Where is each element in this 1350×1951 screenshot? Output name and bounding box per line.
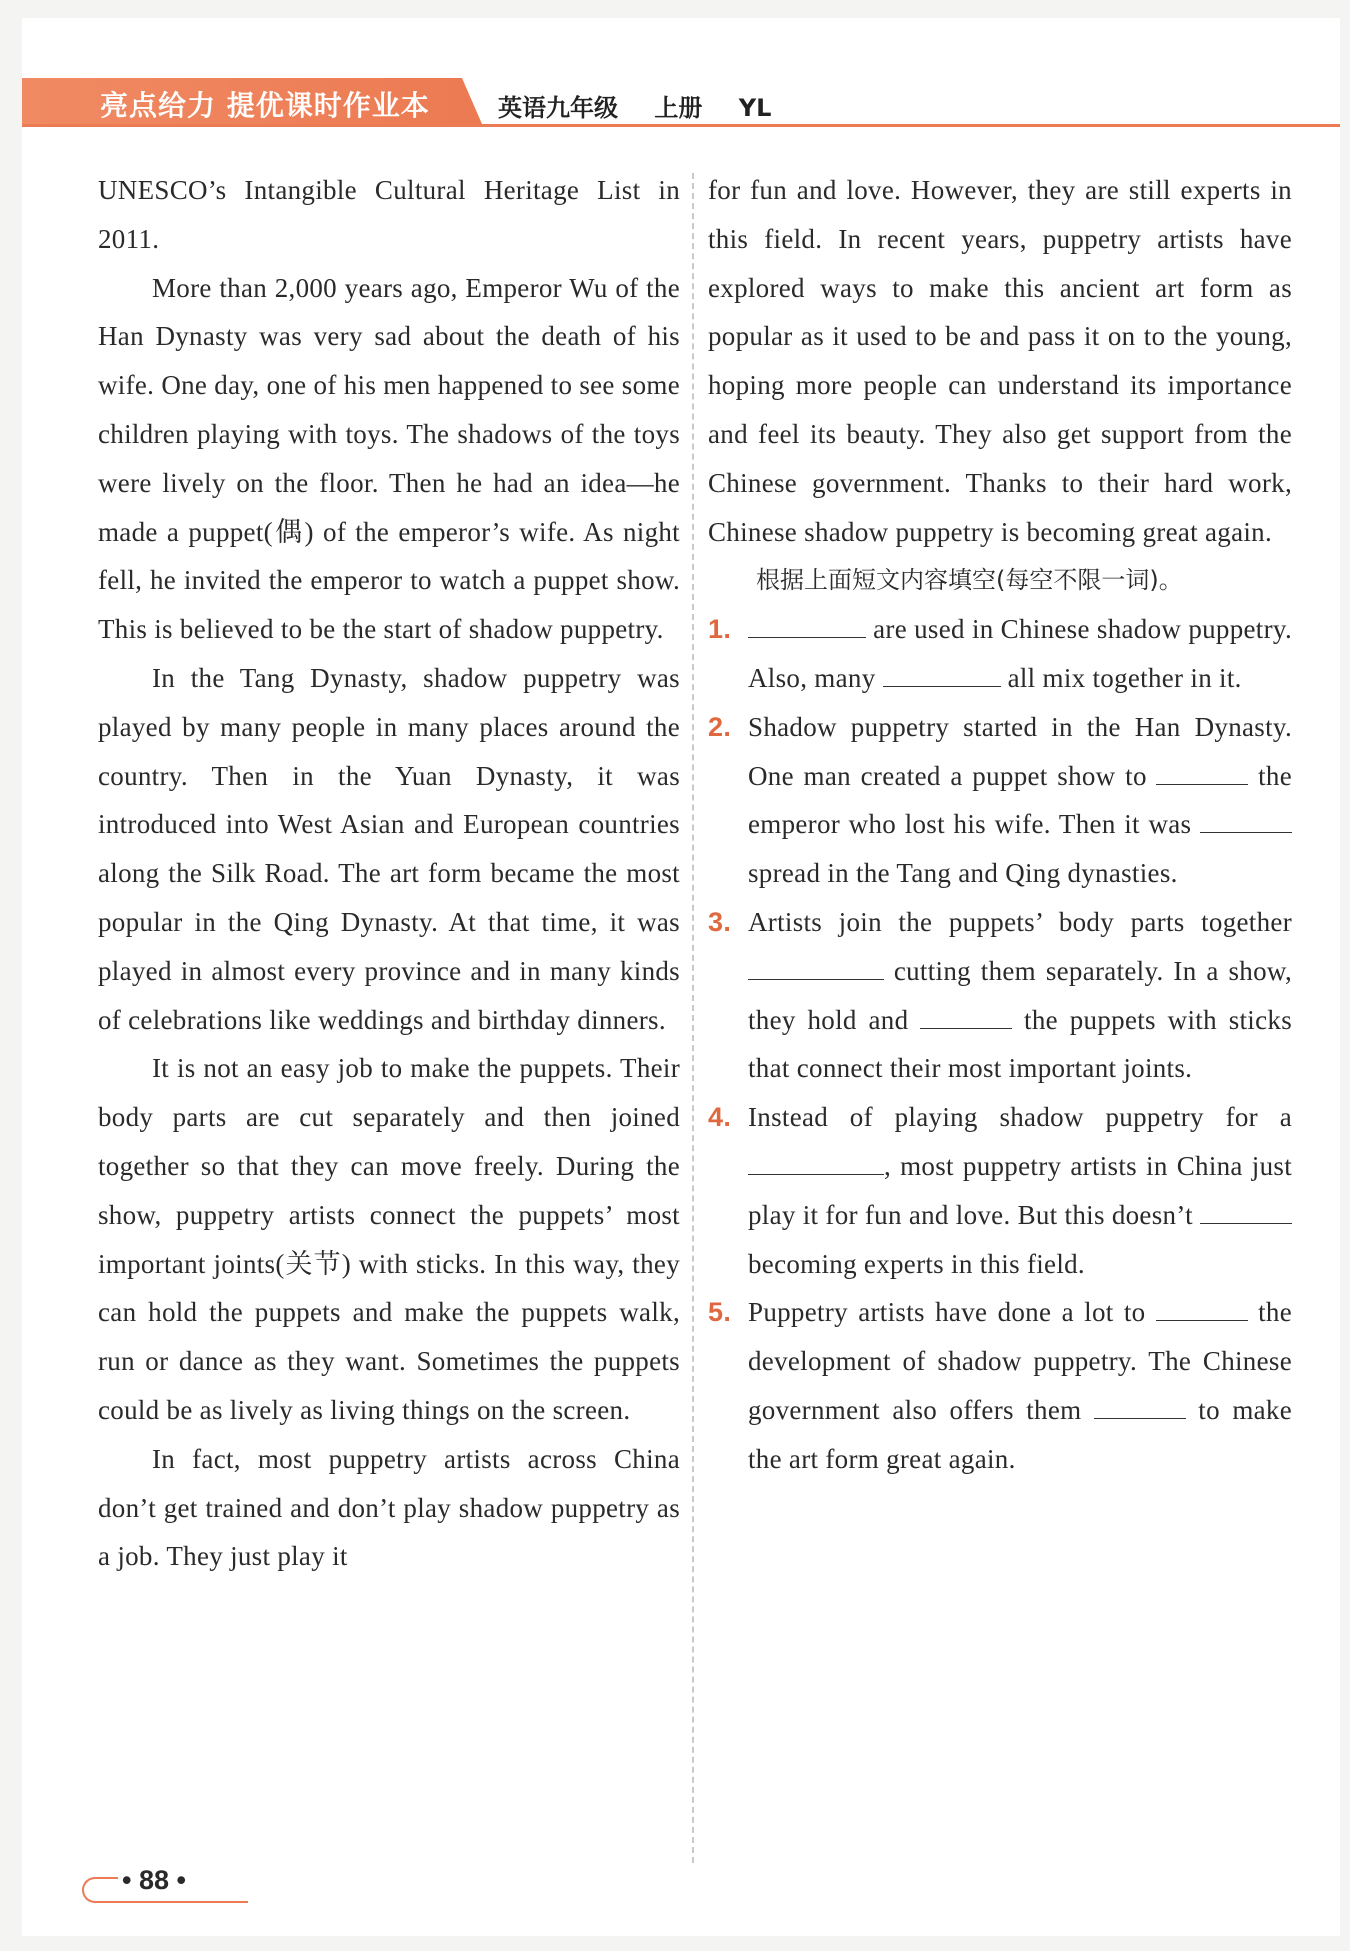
right-column <box>708 166 1292 1484</box>
page-footer <box>82 1863 262 1913</box>
header-meta <box>498 88 799 123</box>
footer-underline <box>98 1901 248 1903</box>
question-text: , most puppetry artists in China just play it for fun and love. But this doesn’t <box>748 1150 1292 1230</box>
question-text: the puppets with sticks that connect their most important joints. <box>748 1004 1292 1084</box>
paragraph: In fact, most puppetry artists across China don’t get trained and don’t play shadow puppetry as a job. They just play it <box>98 1443 680 1572</box>
answer-blank[interactable] <box>748 607 866 638</box>
answer-blank[interactable] <box>920 998 1012 1029</box>
workbook-page <box>22 18 1340 1936</box>
question-number: 5. <box>708 1297 732 1328</box>
answer-blank[interactable] <box>1200 802 1292 833</box>
volume-label: 上册 <box>654 94 703 122</box>
header-rule <box>22 124 1340 127</box>
question-text: are used in Chinese shadow puppetry. Also, many <box>748 614 1292 693</box>
question-text: Shadow puppetry started in the Han Dynasty. One man created a puppet show to <box>748 711 1292 791</box>
answer-blank[interactable] <box>1094 1388 1186 1419</box>
answer-blank[interactable] <box>1200 1193 1292 1224</box>
column-divider <box>692 173 694 1863</box>
question-text: Puppetry artists have done a lot to <box>748 1297 1156 1328</box>
exercise-instruction: 根据上面短文内容填空(每空不限一词)。 <box>756 566 1183 595</box>
question-5 <box>708 1288 1292 1483</box>
subject-label: 英语九年级 <box>498 94 618 122</box>
question-text: Instead of playing shadow puppetry for a <box>748 1102 1292 1133</box>
question-text: cutting them separately. In a show, they hold and <box>748 955 1292 1035</box>
question-1 <box>708 605 1292 703</box>
question-number: 3. <box>708 906 732 937</box>
page-header <box>22 78 1340 146</box>
question-number: 4. <box>708 1102 732 1133</box>
answer-blank[interactable] <box>748 949 884 980</box>
question-text: becoming experts in this field. <box>748 1248 1085 1279</box>
question-3 <box>708 898 1292 1093</box>
answer-blank[interactable] <box>1156 1290 1248 1321</box>
series-title: 亮点给力 提优课时作业本 <box>100 89 430 122</box>
answer-blank[interactable] <box>748 1144 884 1175</box>
question-text: spread in the Tang and Qing dynasties. <box>748 858 1178 889</box>
question-4 <box>708 1093 1292 1288</box>
question-text: the development of shadow puppetry. The Chinese government also offers them <box>748 1297 1292 1425</box>
question-text: to make the art form great again. <box>748 1394 1292 1474</box>
paragraph: It is not an easy job to make the puppets. Their body parts are cut separately and then joined together so that they can move freely. During the show, puppetry artists connect the puppets’ most important joints(关节) with sticks. In this way, they can hold the puppets and make the puppets walk, run or dance as they want. Sometimes the puppets could be as lively as living things on the screen. <box>98 1053 680 1425</box>
question-number: 1. <box>708 614 732 645</box>
answer-blank[interactable] <box>1156 754 1248 785</box>
paragraph: More than 2,000 years ago, Emperor Wu of the Han Dynasty was very sad about the death of his wife. One day, one of his men happened to see some children playing with toys. The shadows of the toys were lively on the floor. Then he had an idea—he made a puppet(偶) of the emperor’s wife. As night fell, he invited the emperor to watch a puppet show. This is believed to be the start of shadow puppetry. <box>98 272 680 645</box>
paragraph: In the Tang Dynasty, shadow puppetry was played by many people in many places around the country. Then in the Yuan Dynasty, it was introduced into West Asian and European countries along the Silk Road. The art form became the most popular in the Qing Dynasty. At that time, it was played in almost every province and in many kinds of celebrations like weddings and birthday dinners. <box>98 662 680 1035</box>
footer-curl-ornament <box>82 1877 118 1903</box>
question-text: all mix together in it. <box>1000 662 1242 693</box>
question-number: 2. <box>708 711 732 742</box>
page-number: • 88 • <box>122 1865 186 1895</box>
left-column <box>98 166 680 1581</box>
edition-label: YL <box>738 94 772 122</box>
answer-blank[interactable] <box>883 656 1001 687</box>
paragraph: UNESCO’s Intangible Cultural Heritage List in 2011. <box>98 175 680 254</box>
question-2 <box>708 703 1292 898</box>
question-text: the emperor who lost his wife. Then it was <box>748 760 1293 840</box>
paragraph: for fun and love. However, they are still experts in this field. In recent years, puppetry artists have explored ways to make this ancient art form as popular as it used to be and pass it on to the young, hoping more people can understand its importance and feel its beauty. They also get support from the Chinese government. Thanks to their hard work, Chinese shadow puppetry is becoming great again. <box>708 175 1292 547</box>
question-text: Artists join the puppets’ body parts together <box>748 906 1292 937</box>
